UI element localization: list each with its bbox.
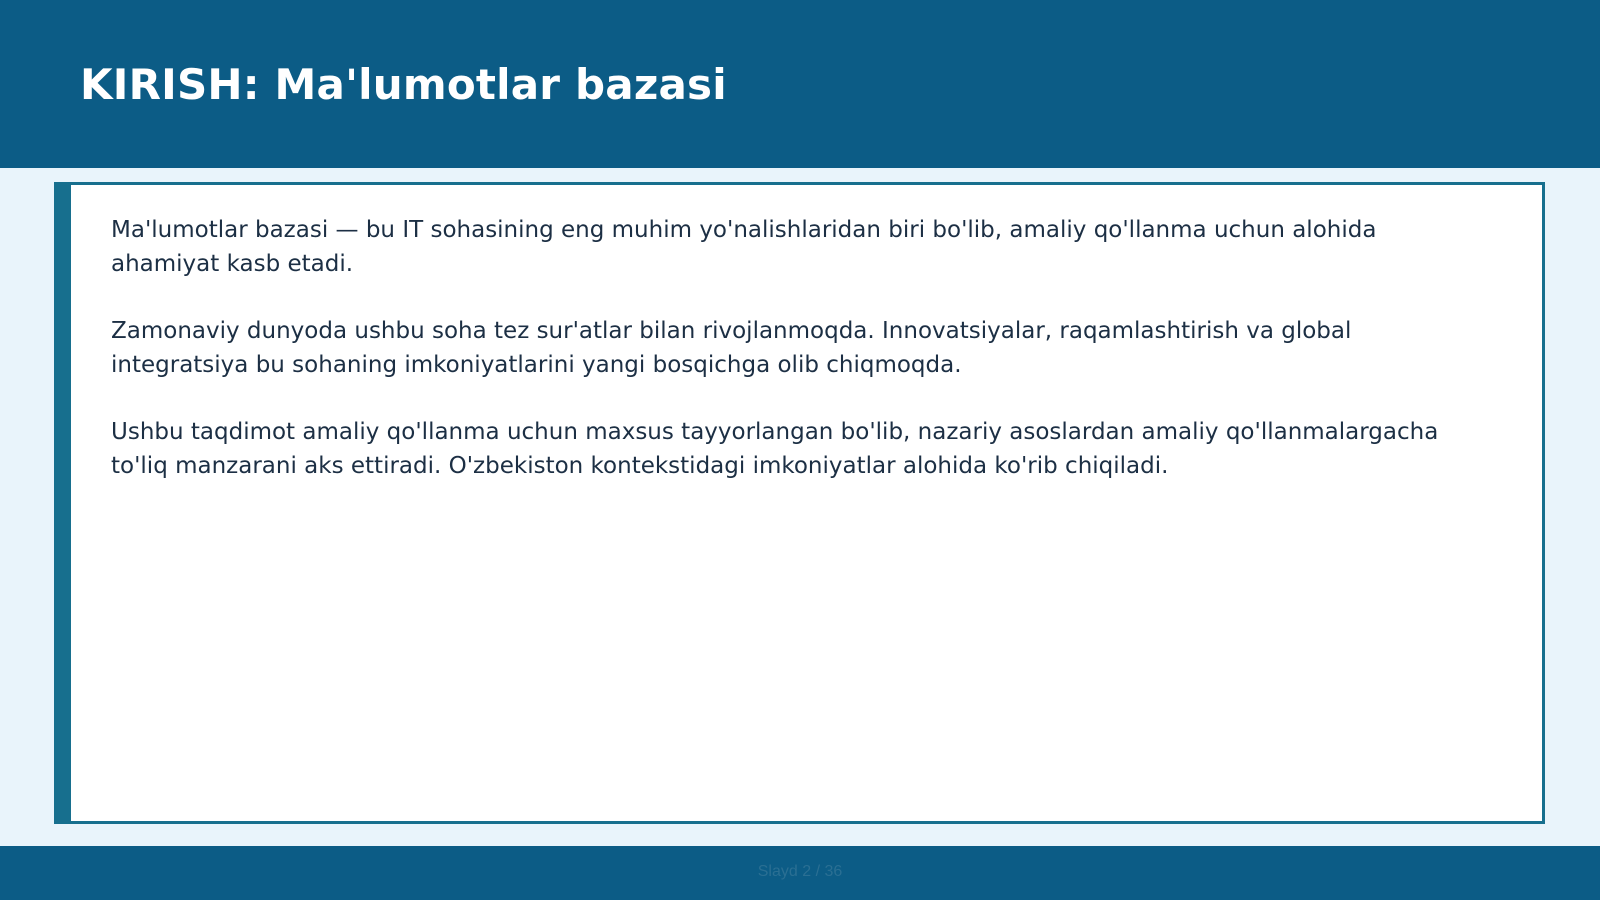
paragraph-intro: Ma'lumotlar bazasi — bu IT sohasining eng muhim yo'nalishlaridan biri bo'lib, amaliy qo'llanma uchun alohida ahamiyat kasb etadi. bbox=[111, 217, 1377, 277]
slide-number: Slayd 2 / 36 bbox=[757, 863, 843, 880]
paragraph-presentation-purpose: Ushbu taqdimot amaliy qo'llanma uchun maxsus tayyorlangan bo'lib, nazariy asoslardan amaliy qo'llanmalargacha to'liq manzarani aks ettiradi. O'zbekiston kontekstidagi imkoniyatlar alohida ko'rib chiqiladi. bbox=[111, 419, 1439, 479]
slide-header bbox=[0, 0, 1600, 168]
paragraph-modern-world: Zamonaviy dunyoda ushbu soha tez sur'atlar bilan rivojlanmoqda. Innovatsiyalar, raqamlashtirish va global integratsiya bu sohaning imkoniyatlarini yangi bosqichga olib chiqmoqda. bbox=[111, 318, 1352, 378]
slide-title: KIRISH: Ma'lumotlar bazasi bbox=[80, 60, 727, 109]
slide-footer bbox=[0, 846, 1600, 900]
content-body bbox=[111, 213, 1491, 516]
